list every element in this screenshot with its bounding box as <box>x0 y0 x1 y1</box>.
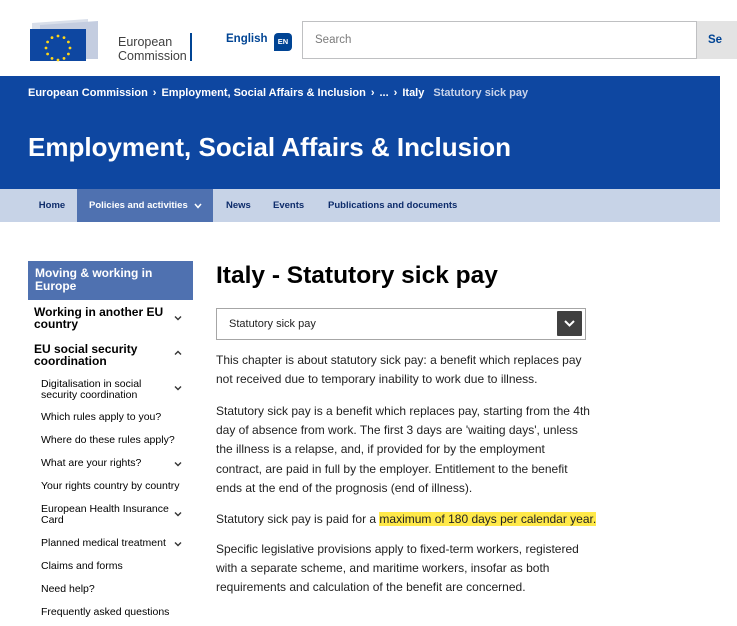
sidebar-subitem[interactable]: Digitalisation in social security coordination <box>41 378 142 401</box>
sidebar-subitem[interactable]: Planned medical treatment <box>41 537 166 549</box>
sidebar-subitem[interactable]: What are your rights? <box>41 457 142 469</box>
sidebar-subitem[interactable]: Where do these rules apply? <box>41 434 175 446</box>
nav-events[interactable]: Events <box>273 200 305 211</box>
sidebar-subitem[interactable]: Claims and forms <box>41 560 123 572</box>
sidebar-heading[interactable]: Moving & working in Europe <box>28 261 193 300</box>
site-title: Employment, Social Affairs & Inclusion <box>28 132 512 162</box>
chevron-up-icon[interactable] <box>173 348 183 358</box>
breadcrumb-item[interactable]: Italy <box>402 87 425 99</box>
sidebar-subitem[interactable]: Which rules apply to you? <box>41 411 162 423</box>
breadcrumb <box>28 87 528 99</box>
search-button[interactable]: Se <box>697 21 737 59</box>
page-title: Italy - Statutory sick pay <box>216 262 498 289</box>
breadcrumb-item[interactable]: Employment, Social Affairs & Inclusion <box>161 87 366 99</box>
sidebar-subitem[interactable]: Frequently asked questions <box>41 606 170 618</box>
breadcrumb-separator-icon: › <box>152 87 157 99</box>
sidebar-subitem[interactable]: Your rights country by country <box>41 480 180 492</box>
sidebar-item-working-in-another-country[interactable]: Working in another EU country <box>34 305 164 331</box>
logo-divider <box>190 33 192 61</box>
eu-flag-icon <box>28 17 114 61</box>
sidebar-subitem[interactable]: European Health Insurance Card <box>41 503 169 526</box>
breadcrumb-separator-icon: › <box>370 87 375 99</box>
max-duration-text: Statutory sick pay is paid for a <box>216 512 377 526</box>
logo-text: European Commission <box>118 35 187 63</box>
nav-policies[interactable] <box>77 189 213 222</box>
nav-news[interactable]: News <box>226 200 251 211</box>
paragraph-specific-provisions: Specific legislative provisions apply to fixed-term workers, registered with a separate scheme, and maritime workers, insofar as both requirements and calculation of the benefit are concerned. <box>216 542 579 595</box>
chevron-down-icon[interactable] <box>173 509 183 519</box>
chapter-select-toggle[interactable] <box>557 311 582 336</box>
breadcrumb-ellipsis[interactable]: ... <box>379 87 389 99</box>
paragraph-intro: This chapter is about statutory sick pay: a benefit which replaces pay not received due to temporary inability to work due to illness. <box>216 353 582 387</box>
breadcrumb-separator-icon: › <box>393 87 398 99</box>
chevron-down-icon <box>557 311 582 336</box>
european-commission-logo[interactable] <box>28 17 196 61</box>
language-selector[interactable]: English <box>226 33 268 45</box>
paragraph-max-duration <box>216 510 597 529</box>
nav-publications[interactable]: Publications and documents <box>328 200 458 211</box>
chevron-down-icon[interactable] <box>173 383 183 393</box>
language-code-badge[interactable]: EN <box>274 33 292 51</box>
search-input[interactable] <box>302 21 697 59</box>
chapter-select-value: Statutory sick pay <box>229 318 316 330</box>
chevron-down-icon[interactable] <box>173 459 183 469</box>
chevron-down-icon[interactable] <box>173 313 183 323</box>
nav-policies-label: Policies and activities <box>89 200 188 211</box>
chevron-down-icon <box>194 203 202 209</box>
nav-home[interactable]: Home <box>38 200 66 211</box>
breadcrumb-current: Statutory sick pay <box>433 87 529 99</box>
paragraph-details: Statutory sick pay is a benefit which replaces pay, starting from the 4th day of absence from work. The first 3 days are 'waiting days', unless the illness is a relapse, and, if provided for by the employment contract, are paid in full by the employer. Entitlement to the benefit ends at the end of the prognosis (end of illness). <box>216 404 590 495</box>
sidebar-subitem[interactable]: Need help? <box>41 583 95 595</box>
chevron-down-icon[interactable] <box>173 539 183 549</box>
sidebar-item-social-security[interactable]: EU social security coordination <box>34 342 138 368</box>
breadcrumb-item[interactable]: European Commission <box>28 87 148 99</box>
highlighted-text: maximum of 180 days per calendar year. <box>379 512 597 526</box>
